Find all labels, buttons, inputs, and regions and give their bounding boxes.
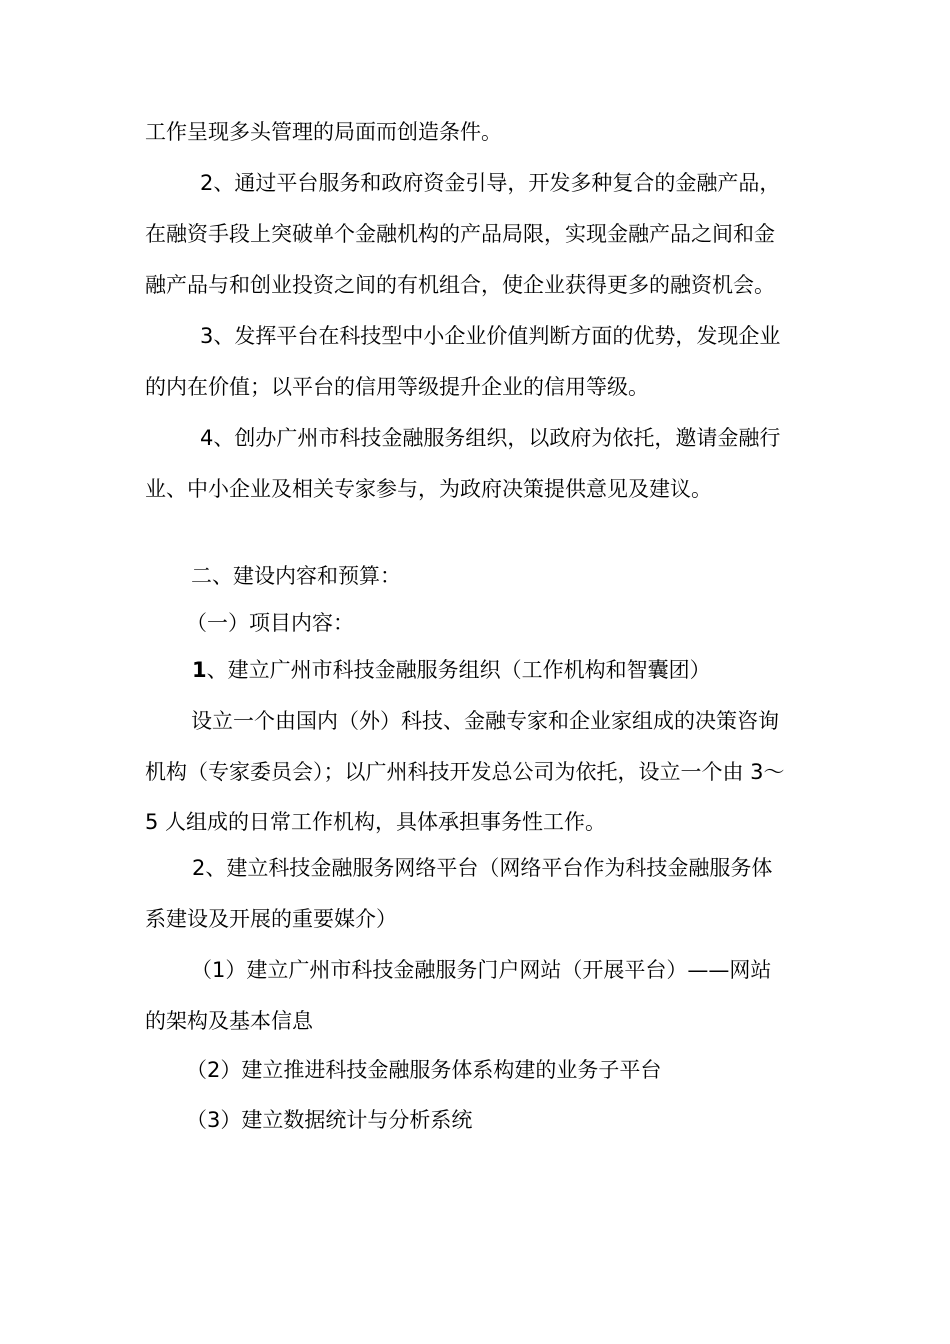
subsection-heading: （一）项目内容：: [186, 611, 354, 635]
paragraph-line: 系建设及开展的重要媒介）: [145, 907, 397, 931]
section-heading: 二、建设内容和预算：: [191, 564, 401, 588]
item-heading: [192, 655, 711, 685]
paragraph-line: 设立一个由国内（外）科技、金融专家和企业家组成的决策咨询: [191, 709, 779, 733]
paragraph-line: 业、中小企业及相关专家参与，为政府决策提供意见及建议。: [145, 477, 712, 501]
paragraph-line: 2、建立科技金融服务网络平台（网络平台作为科技金融服务体: [192, 856, 773, 880]
paragraph-line: 3、发挥平台在科技型中小企业价值判断方面的优势，发现企业: [200, 324, 781, 348]
paragraph-line: 机构（专家委员会）；以广州科技开发总公司为依托，设立一个由 3～: [145, 760, 785, 784]
list-item: （1）建立广州市科技金融服务门户网站（开展平台）——网站: [191, 958, 772, 982]
paragraph-line: 2、通过平台服务和政府资金引导，开发多种复合的金融产品，: [200, 171, 781, 195]
paragraph-line: 5 人组成的日常工作机构，具体承担事务性工作。: [145, 810, 607, 834]
paragraph-line: 的架构及基本信息: [145, 1009, 313, 1033]
paragraph-line: 融产品与和创业投资之间的有机组合，使企业获得更多的融资机会。: [145, 273, 775, 297]
item-heading-text: 、建立广州市科技金融服务组织（工作机构和智囊团）: [206, 658, 711, 682]
item-number: 1: [192, 658, 207, 682]
list-item: （2）建立推进科技金融服务体系构建的业务子平台: [186, 1058, 662, 1082]
paragraph-line: 在融资手段上突破单个金融机构的产品局限，实现金融产品之间和金: [145, 222, 775, 246]
list-item: （3）建立数据统计与分析系统: [186, 1108, 473, 1132]
paragraph-line: 工作呈现多头管理的局面而创造条件。: [145, 120, 502, 144]
paragraph-line: 的内在价值；以平台的信用等级提升企业的信用等级。: [145, 375, 649, 399]
paragraph-line: 4、创办广州市科技金融服务组织，以政府为依托，邀请金融行: [200, 426, 781, 450]
